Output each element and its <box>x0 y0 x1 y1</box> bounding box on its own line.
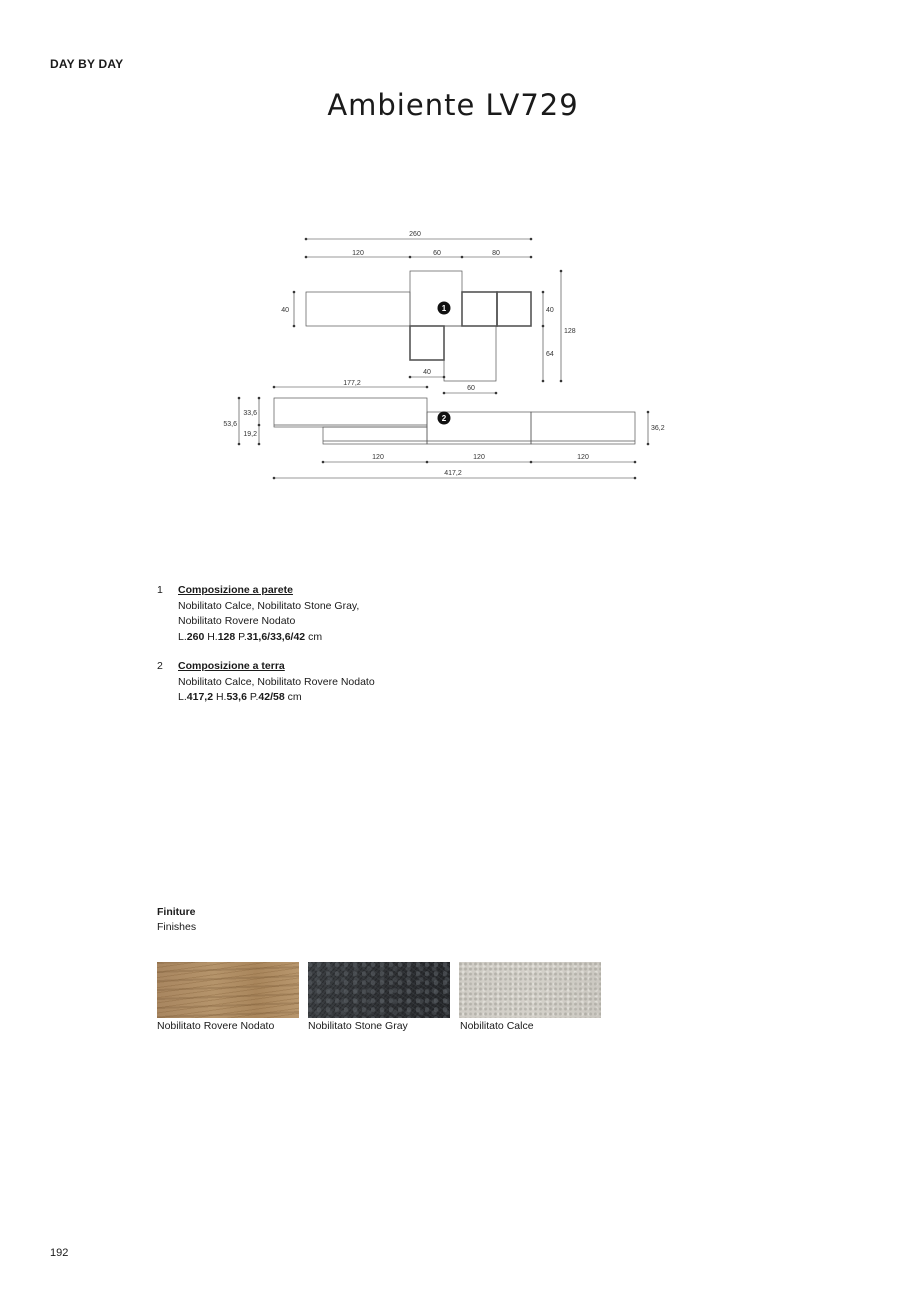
dim-top-a: 120 <box>352 250 364 257</box>
finishes-subtitle: Finishes <box>157 921 197 933</box>
dim-floor-w3: 120 <box>577 454 589 461</box>
composition-line: Nobilitato Calce, Nobilitato Stone Gray, <box>178 599 360 612</box>
composition-number: 2 <box>157 660 163 672</box>
dim-right-h1: 40 <box>546 307 554 314</box>
composition-line: Nobilitato Calce, Nobilitato Rovere Nodato <box>178 675 375 688</box>
brand-label: DAY BY DAY <box>50 57 124 71</box>
swatch-stone-gray <box>308 962 450 1018</box>
floor-base-c <box>531 412 635 444</box>
swatch-rovere-nodato <box>157 962 299 1018</box>
wall-shelf-long <box>306 292 410 326</box>
dim-right-total: 128 <box>564 328 576 335</box>
dim-floor-w1: 120 <box>372 454 384 461</box>
wall-cabinet-low <box>444 326 496 381</box>
marker-wall-label: 1 <box>441 304 447 313</box>
composition-title: Composizione a parete <box>178 584 293 596</box>
composition-line: Nobilitato Rovere Nodato <box>178 615 296 627</box>
dim-right-h2: 64 <box>546 351 554 358</box>
dim-floor-w2: 120 <box>473 454 485 461</box>
page-title: Ambiente LV729 <box>327 88 579 122</box>
composition-dimensions: L.417,2 H.53,6 P.42/58 cm <box>178 691 302 703</box>
dim-top-b: 60 <box>433 250 441 257</box>
swatch-calce <box>459 962 601 1018</box>
wall-box-small <box>410 326 444 360</box>
dim-floor-total: 417,2 <box>444 470 462 477</box>
wall-box-right-b <box>497 292 531 326</box>
wall-cabinet-tall <box>410 271 462 326</box>
composition-title: Composizione a terra <box>178 660 285 672</box>
dim-left-height: 40 <box>281 307 289 314</box>
dim-floor-right: 36,2 <box>651 425 665 432</box>
swatch-label: Nobilitato Stone Gray <box>308 1020 408 1032</box>
marker-floor-label: 2 <box>441 414 447 423</box>
dim-top-total: 260 <box>409 231 421 238</box>
finishes-title: Finiture <box>157 906 196 918</box>
swatch-label: Nobilitato Calce <box>460 1020 534 1032</box>
floor-top-unit <box>274 398 427 427</box>
composition-number: 1 <box>157 584 163 596</box>
dim-floor-h-total: 53,6 <box>223 421 237 428</box>
dim-floor-top: 177,2 <box>343 380 361 387</box>
technical-drawing <box>0 220 906 490</box>
page-number: 192 <box>50 1247 69 1259</box>
dim-under-a: 40 <box>423 369 431 376</box>
dim-top-c: 80 <box>492 250 500 257</box>
dim-under-b: 60 <box>467 385 475 392</box>
dim-floor-h-a: 33,6 <box>243 410 257 417</box>
composition-dimensions: L.260 H.128 P.31,6/33,6/42 cm <box>178 630 323 643</box>
wall-box-right-a <box>462 292 497 326</box>
swatch-label: Nobilitato Rovere Nodato <box>157 1020 275 1032</box>
dim-floor-h-b: 19,2 <box>243 431 257 438</box>
floor-base-a <box>323 427 427 444</box>
